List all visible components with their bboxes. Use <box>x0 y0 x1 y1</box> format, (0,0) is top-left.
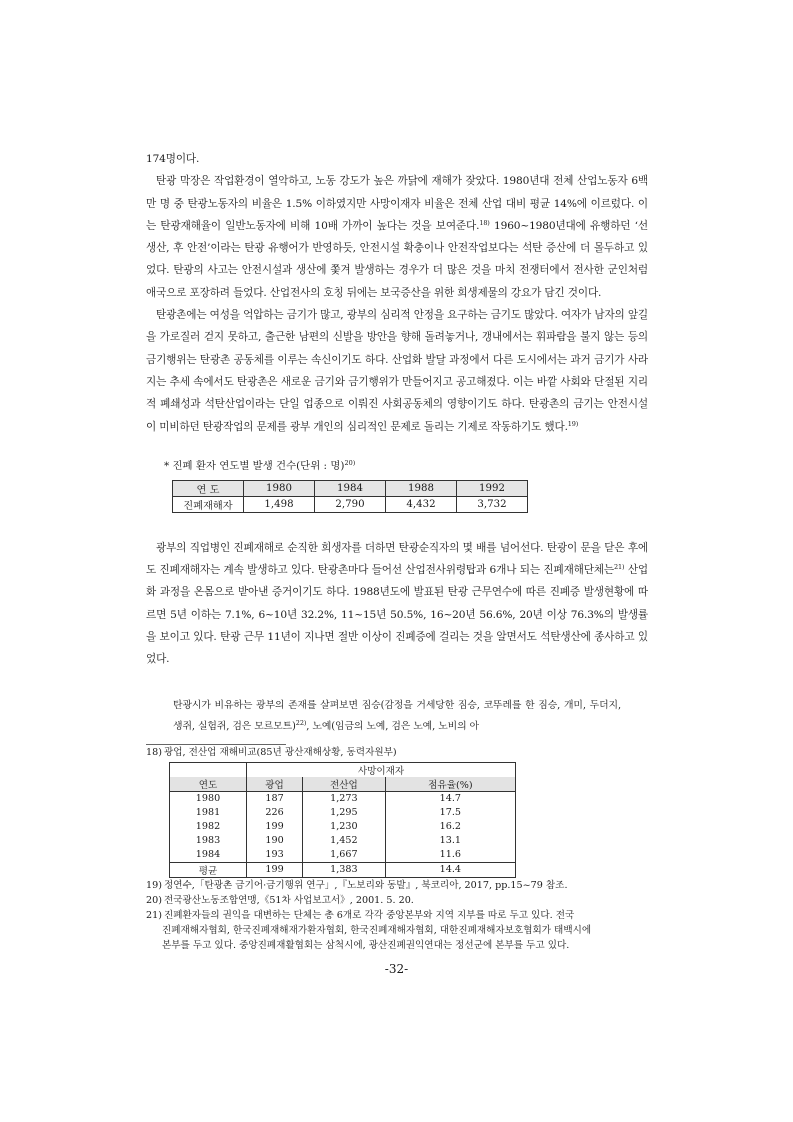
paragraph-mine-accidents <box>146 170 648 304</box>
pneumoconiosis-table <box>172 480 528 513</box>
table-cell: 1,498 <box>244 496 315 512</box>
table-cell: 1984 <box>170 848 247 863</box>
table-cell: 1982 <box>170 820 247 834</box>
table-cell: 1983 <box>170 834 247 848</box>
table-cell: 1,383 <box>303 862 386 877</box>
table-row <box>170 806 516 820</box>
table-cell: 1,667 <box>303 848 386 863</box>
footnote-ref-18[interactable]: 18) <box>479 218 490 227</box>
table-cell: 187 <box>247 791 303 806</box>
table-row <box>170 834 516 848</box>
footnote-number: 20) <box>146 894 162 906</box>
table-header-row <box>173 480 528 496</box>
table-cell: 1,452 <box>303 834 386 848</box>
paragraph-text: 탄광촌에는 여성을 억압하는 금기가 많고, 광부의 심리적 안정을 요구하는 금기도 많았다. 여자가 남자의 앞길을 가로질러 걷지 못하고, 출근한 남편의 신발을 방안을 향해 돌려놓거나, 갱내에서는 휘파람을 불지 않는 등의 금기행위는 탄광촌 공동체를 이루는 속신이기도 하다. 산업화 발달 과정에서 다른 도시에서는 과거 금기가 사라지는 추세 속에서도 탄광촌은 새로운 금기와 금기행위가 만들어지고 공고해졌다. 이는 바깥 사회와 단절된 지리적 폐쇄성과 석탄산업이라는 단일 업종으로 이뤄진 사회공동체의 영향이기도 하다. 탄광촌의 금기는 안전시설이 미비하던 탄광작업의 문제를 광부 개인의 심리적인 문제로 돌리는 기제로 작동하기도 했다. <box>146 309 648 433</box>
table-group-header: 사망이재자 <box>247 762 516 777</box>
quote-text: , 노예(임금의 노예, 검은 노예, 노비의 아 <box>306 720 479 732</box>
footnote-text: 광업, 전산업 재해비교(85년 광산재해상황, 동력자원부) <box>164 746 397 758</box>
table-cell: 1,295 <box>303 806 386 820</box>
table-group-header-row <box>170 762 516 777</box>
table-cell: 17.5 <box>385 806 515 820</box>
footnote-number: 19) <box>146 879 162 891</box>
table-header-cell: 1992 <box>457 480 528 496</box>
table-cell: 1,273 <box>303 791 386 806</box>
table-cell: 1,230 <box>303 820 386 834</box>
table-cell: 199 <box>247 862 303 877</box>
footnote-ref-20[interactable]: 20) <box>344 458 356 467</box>
table-cell: 3,732 <box>457 496 528 512</box>
table-row <box>170 820 516 834</box>
table-cell: 1980 <box>170 791 247 806</box>
footnote-text: 본부를 두고 있다. 중앙진폐재활협회는 삼척시에, 광산진폐권익연대는 정선군에 본부를 두고 있다. <box>162 939 570 951</box>
table-header-cell: 광업 <box>247 777 303 792</box>
document-page <box>146 148 648 953</box>
footnote-20 <box>146 893 648 908</box>
table-header-cell: 연 도 <box>173 480 244 496</box>
table-row <box>170 791 516 806</box>
table-header-cell: 1988 <box>386 480 457 496</box>
paragraph-text: 1960~1980년대에 유행하던 ‘선 생산, 후 안전’이라는 탄광 유행어가 반영하듯, 안전시설 확충이나 안전작업보다는 석탄 증산에 더 몰두하고 있었다. 탄광의 사고는 안전시설과 생산에 쫓겨 발생하는 경우가 더 많은 것을 마치 전쟁터에서 전사한 군인처럼 애국으로 포장하려 들었다. 산업전사의 호칭 뒤에는 보국증산을 위한 희생제물의 강요가 담긴 것이다. <box>146 219 648 299</box>
footnote-text: 진폐재해자협회, 한국진폐재해재가환자협회, 한국진폐재해자협회, 대한진폐재해자보호협회가 태백시에 <box>162 924 592 936</box>
footnote-number: 18) <box>146 746 162 758</box>
table-cell: 평균 <box>170 862 247 877</box>
footnote-text: 전국광산노동조합연맹,《51차 사업보고서》, 2001. 5. 20. <box>164 894 414 906</box>
table-cell: 2,790 <box>315 496 386 512</box>
paragraph-text: 산업화 과정을 온몸으로 받아낸 증거이기도 하다. 1988년도에 발표된 탄광 근무연수에 따른 진폐증 발생현황에 따르면 5년 이하는 7.1%, 6~10년 32.2%, 11~15년 50.5%, 16~20년 56.6%, 20년 이상 76.3%의 발생률을 보이고 있다. 탄광 근무 11년이 지나면 절반 이상이 진폐증에 걸리는 것을 알면서도 석탄생산에 종사하고 있었다. <box>146 564 648 666</box>
footnote-text: 정연수,「탄광촌 금기어·금기행위 연구」,『노보리와 동발』, 북코리아, 2017, pp.15~79 참조. <box>164 879 568 891</box>
paragraph-taboos <box>146 304 648 438</box>
paragraph-text: 광부의 직업병인 진폐재해로 순직한 희생자를 더하면 탄광순직자의 몇 배를 넘어선다. 탄광이 문을 닫은 후에도 진폐재해자는 계속 발생하고 있다. 탄광촌마다 들어선 산업전사위령탑과 6개나 되는 진폐재해단체는 <box>146 541 648 577</box>
table-header-cell: 전산업 <box>303 777 386 792</box>
page-number: -32- <box>384 962 409 976</box>
accident-comparison-table <box>169 762 516 878</box>
table-row <box>170 848 516 863</box>
table-cell: 14.4 <box>385 862 515 877</box>
table-cell: 13.1 <box>385 834 515 848</box>
footnote-ref-19[interactable]: 19) <box>567 419 579 428</box>
table-cell: 16.2 <box>385 820 515 834</box>
caption-text: * 진폐 환자 연도별 발생 건수(단위 : 명) <box>164 459 345 472</box>
paragraph-pneumoconiosis <box>146 537 648 671</box>
table-average-row <box>170 862 516 877</box>
paragraph-intro <box>146 148 648 170</box>
table-cell: 190 <box>247 834 303 848</box>
table-cell: 4,432 <box>386 496 457 512</box>
table-cell: 226 <box>247 806 303 820</box>
table-header-cell: 연도 <box>170 777 247 792</box>
table-cell: 199 <box>247 820 303 834</box>
block-quote <box>173 695 621 737</box>
table-cell: 193 <box>247 848 303 863</box>
quote-text: 탄광시가 비유하는 광부의 존재를 살펴보면 짐승(감정을 거세당한 짐승, 코뚜레를 한 짐승, 개미, 두더지, 생쥐, 실험쥐, 검은 모르모트) <box>173 699 621 732</box>
table-header-cell: 점유율(%) <box>385 777 515 792</box>
footnote-21 <box>146 908 648 953</box>
table-row <box>173 496 528 512</box>
paragraph-text: 174명이다. <box>146 153 200 165</box>
footnote-ref-22[interactable]: 22) <box>295 718 307 727</box>
table-caption <box>164 459 648 473</box>
table-header-cell: 1984 <box>315 480 386 496</box>
footnote-ref-21[interactable]: 21) <box>614 563 625 572</box>
footnote-text: 진폐환자들의 권익을 대변하는 단체는 총 6개로 각각 중앙본부와 지역 지부를 따로 두고 있다. 전국 <box>164 909 575 921</box>
table-cell: 14.7 <box>385 791 515 806</box>
table-cell: 11.6 <box>385 848 515 863</box>
table-header-cell: 1980 <box>244 480 315 496</box>
table-cell: 진폐재해자 <box>173 496 244 512</box>
footnote-number: 21) <box>146 909 162 921</box>
footnote-19 <box>146 878 648 893</box>
paragraph-text: 탄광 막장은 작업환경이 열악하고, 노동 강도가 높은 까닭에 재해가 잦았다. 1980년대 전체 산업노동자 6백만 명 중 탄광노동자의 비율은 1.5% 이하였지만 사망이재자 비율은 전체 산업 대비 평균 14%에 이르렀다. 이는 탄광재해율이 일반노동자에 비해 10배 가까이 높다는 것을 보여준다. <box>146 175 648 232</box>
footnote-18 <box>146 745 648 760</box>
table-cell: 1981 <box>170 806 247 820</box>
table-header-row <box>170 777 516 792</box>
